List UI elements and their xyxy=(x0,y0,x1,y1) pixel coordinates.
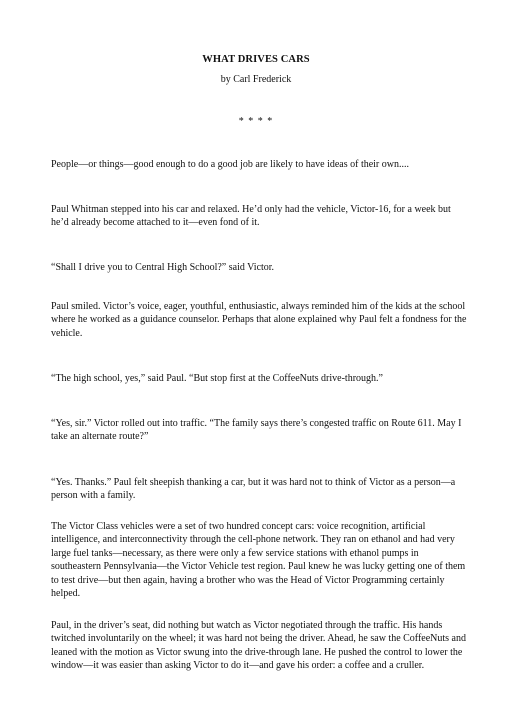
document-title: WHAT DRIVES CARS xyxy=(202,54,310,65)
paragraph-6: “Yes, sir.” Victor rolled out into traffic. “The family says there’s congested traffic on Route 611. May I take an alternate route?” xyxy=(51,418,462,443)
author-byline: by Carl Frederick xyxy=(220,74,292,85)
paragraph-7: “Yes. Thanks.” Paul felt sheepish thanking a car, but it was hard not to think of Victor as a person—a person with a family. xyxy=(51,477,456,502)
section-separator: * * * * xyxy=(238,116,274,127)
paragraph-5: “The high school, yes,” said Paul. “But stop first at the CoffeeNuts drive-through.” xyxy=(51,373,383,384)
paragraph-8: The Victor Class vehicles were a set of two hundred concept cars: voice recognition, artificial intelligence, and interconnectivity through the cell-phone network. They ran on ethanol and had very large fuel tanks—necessary, as there were only a few service stations with ethanol pumps in southeastern Pennsylvania—the Victor Vehicle test region. Paul knew he was lucky getting one of them to test drive—but then again, having a brother who was the Head of Victor Programming certainly helped. xyxy=(51,521,466,600)
paragraph-3: “Shall I drive you to Central High School?” said Victor. xyxy=(51,262,275,273)
paragraph-1: People—or things—good enough to do a good job are likely to have ideas of their own.... xyxy=(51,159,409,170)
paragraph-2: Paul Whitman stepped into his car and relaxed. He’d only had the vehicle, Victor-16, for a week but he’d already become attached to it—even fond of it. xyxy=(51,204,451,229)
paragraph-9: Paul, in the driver’s seat, did nothing but watch as Victor negotiated through the traffic. His hands twitched involuntarily on the wheel; it was hard not being the driver. Ahead, he saw the CoffeeNuts and leaned with the motion as Victor swung into the drive-through lane. He pushed the control to lower the window—it was easier than asking Victor to do it—and gave his order: a coffee and a cruller. xyxy=(51,620,466,672)
paragraph-4: Paul smiled. Victor’s voice, eager, youthful, enthusiastic, always reminded him of the kids at the school where he worked as a guidance counselor. Perhaps that alone explained why Paul felt a fondness for the vehicle. xyxy=(51,301,467,339)
